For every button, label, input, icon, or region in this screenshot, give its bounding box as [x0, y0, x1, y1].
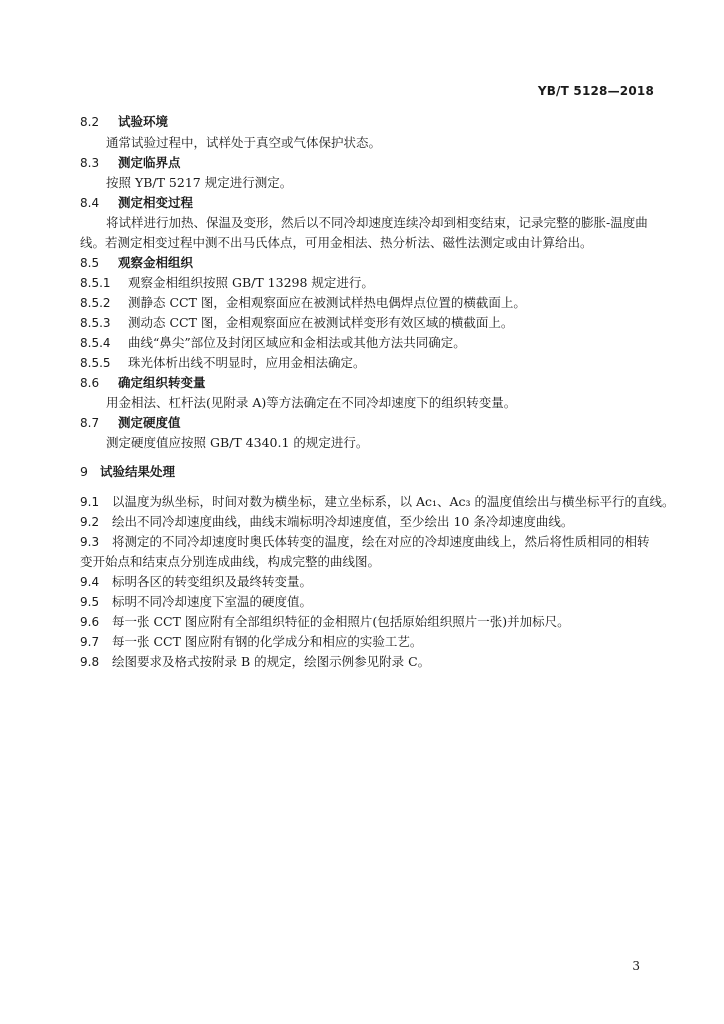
document-page: YB/T 5128—2018 8.2 试验环境 通常试验过程中，试样处于真空或气体保护状态。 8.3 测定临界点 按照 YB/T 5217 规定进行测定。 8.4 测定相变过程 将试样进行加热、保温及变形，然后以不同冷却速度连续冷却到相变结束，记录完整的膨胀-温度曲 线。若测定相变过程中测不出马氏体点，可用金相法、热分析法、磁性法测定或由计算给出。 8.5 观察金相组织 8.5.1 观察金相组织按照 GB/T 13298 规定进行。 8.5.2 测静态 CCT 图，金相观察面应在被测试样热电偶焊点位置的横截面上。 8.5.3 测动态 CCT 图，金相观察面应在被测试样变形有效区域的横截面上。 8.5.4 曲线“鼻尖”部位及封闭区域应和金相法或其他方法共同确定。 8.5.5 珠光体析出线不明显时，应用金相法确定。 8.6 确定组织转变量 用金相法、杠杆法(见附录 A)等方法确定在不同冷却速度下的组织转变量。 8.7 测定硬度值 测定硬度值应按照 GB/T 4340.1 的规定进行。 9 试验结果处理 9.1 以温度为纵坐标，时间对数为横坐标，建立坐标系，以 Ac₁、Ac₃ 的温度值绘出与横坐标平行的直线。 9.2 绘出不同冷却速度曲线，曲线末端标明冷却速度值，至少绘出 10 条冷却速度曲线。 9.3 将测定的不同冷却速度时奥氏体转变的温度，绘在对应的冷却速度曲线上，然后将性质相同的相转 变开始点和结束点分别连成曲线，构成完整的曲线图。 9.4 标明各区的转变组织及最终转变量。 9.5 标明不同冷却速度下室温的硬度值。 9.6 每一张 CCT 图应附有全部组织特征的金相照片(包括原始组织照片一张)并加标尺。 9.7 每一张 CCT 图应附有钢的化学成分和相应的实验工艺。 9.8 绘图要求及格式按附录 B 的规定，绘图示例参见附录 C。 3 — [80, 84, 675, 973]
page-number: 3 — [632, 959, 640, 973]
standard-code: YB/T 5128—2018 — [537, 84, 654, 98]
